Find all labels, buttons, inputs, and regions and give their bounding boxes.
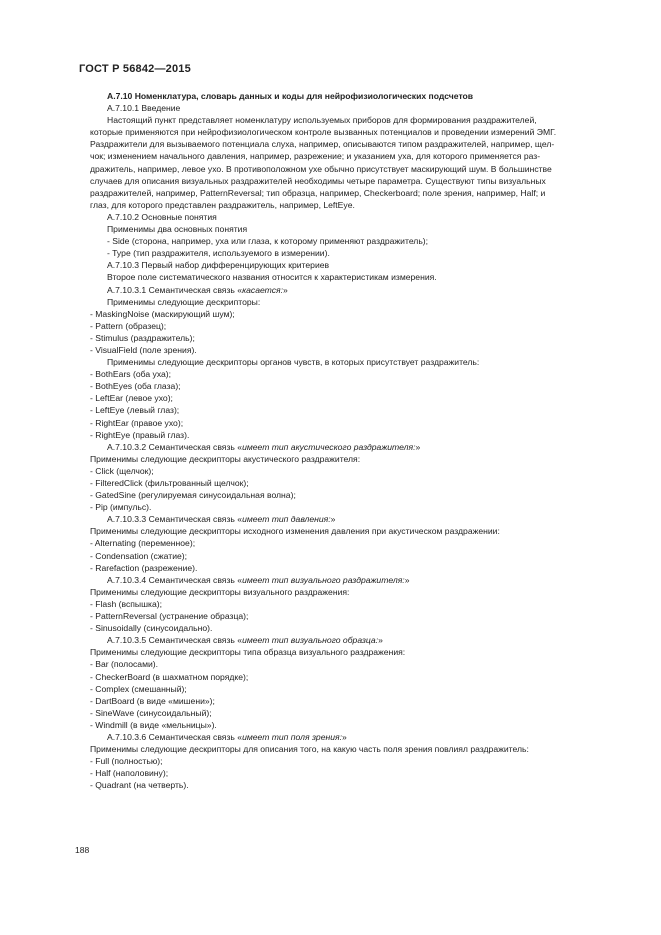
list-item: - LeftEye (левый глаз); — [90, 405, 180, 416]
list-item: - CheckerBoard (в шахматном порядке); — [90, 671, 249, 682]
list-item: - Windmill (в виде «мельницы»). — [90, 719, 217, 730]
list-item: - MaskingNoise (маскирующий шум); — [90, 308, 235, 319]
list-item: - Type (тип раздражителя, используемого в измерении). — [107, 248, 330, 259]
list-item: - RightEye (правый глаз). — [90, 429, 190, 440]
section-title: А.7.10 Номенклатура, словарь данных и коды для нейрофизиологических подсчетов — [107, 91, 474, 101]
text-line: чок; изменением начального давления, например, разрежение; и указанием уха, для которого применяется раз- — [90, 151, 541, 162]
descriptor-intro: Применимы следующие дескрипторы акустического раздражителя: — [90, 453, 361, 464]
list-item: - PatternReversal (устранение образца); — [90, 611, 249, 622]
relation-prefix: А.7.10.3.5 Семантическая связь « — [107, 635, 243, 646]
page-header: ГОСТ Р 56842—2015 — [79, 63, 191, 75]
relation-label: имеет тип визуального раздражителя: — [242, 574, 405, 585]
text-line: Раздражители для вызываемого потенциала слуха, например, описываются типом раздражителей, например, щел- — [90, 139, 555, 150]
list-item: - Quadrant (на четверть). — [90, 780, 189, 791]
intro-heading: А.7.10.1 Введение — [107, 103, 181, 114]
relation-heading — [90, 441, 610, 453]
descriptor-intro: Применимы следующие дескрипторы визуального раздражения: — [90, 586, 350, 597]
relation-suffix: » — [330, 514, 336, 525]
list-item: - GatedSine (регулируемая синусоидальная волна); — [90, 490, 296, 501]
list-item: - Condensation (сжатие); — [90, 550, 188, 561]
list-item: - SineWave (синусоидальный); — [90, 707, 212, 718]
relation-suffix: » — [378, 635, 383, 646]
relation-heading — [90, 284, 610, 296]
list-item: - Alternating (переменное); — [90, 538, 196, 549]
intro-paragraph — [90, 114, 610, 211]
list-item: - Flash (вспышка); — [90, 598, 162, 609]
relation-label: касается: — [242, 284, 283, 295]
relation-heading — [90, 513, 610, 525]
relation-label: имеет тип акустического раздражителя: — [242, 441, 416, 452]
relation-label: имеет тип поля зрения: — [242, 731, 342, 742]
descriptor-intro: Применимы следующие дескрипторы: — [107, 296, 261, 307]
text-line: дражитель, например, левое ухо. В противоположном ухе обычно присутствует маскирующий шум. В большинстве — [90, 163, 552, 174]
list-item: - Bar (полосами). — [90, 659, 159, 670]
relation-suffix: » — [404, 574, 410, 585]
text-line: Настоящий пункт представляет номенклатуру используемых приборов для формирования раздражителей, — [107, 115, 537, 126]
text-line: случаев для описания визуальных раздражителей необходимы четыре параметра. Существуют типы визуальных — [90, 175, 546, 186]
list-item: - Sinusoidally (синусоидально). — [90, 623, 213, 634]
list-item: - Full (полностью); — [90, 756, 163, 767]
descriptor-intro: Применимы следующие дескрипторы типа образца визуального раздражения: — [90, 647, 406, 658]
list-item: - BothEyes (оба глаза); — [90, 381, 181, 392]
concepts-intro: Применимы два основных понятия — [107, 224, 248, 235]
relation-heading — [90, 634, 610, 646]
descriptor-intro: Применимы следующие дескрипторы для описания того, на какую часть поля зрения повлиял раздражитель: — [90, 744, 529, 755]
list-item: - Stimulus (раздражитель); — [90, 332, 195, 343]
list-item: - Pip (импульс). — [90, 502, 152, 513]
document-body — [90, 90, 610, 791]
relation-suffix: » — [283, 284, 288, 295]
list-item: - RightEar (правое ухо); — [90, 417, 184, 428]
list-item: - LeftEar (левое ухо); — [90, 393, 173, 404]
list-item: - BothEars (оба уха); — [90, 369, 172, 380]
descriptor-intro: Применимы следующие дескрипторы исходного изменения давления при акустическом раздражении: — [90, 526, 500, 537]
list-item: - Half (наполовину); — [90, 768, 169, 779]
text-line: которые применяются при нейрофизиологическом контроле вызванных потенциалов и проведении измерений ЭМГ. — [90, 127, 557, 138]
relation-label: имеет тип визуального образца: — [242, 635, 379, 646]
criteria-heading: А.7.10.3 Первый набор дифференцирующих критериев — [107, 260, 330, 271]
relation-prefix: А.7.10.3.4 Семантическая связь « — [107, 574, 243, 585]
relation-prefix: А.7.10.3.2 Семантическая связь « — [107, 441, 243, 452]
relation-prefix: А.7.10.3.1 Семантическая связь « — [107, 284, 243, 295]
text-line: раздражителей, например, PatternReversal; тип образца, например, Checkerboard; поле зрения, например, Half; и — [90, 187, 546, 198]
relation-heading — [90, 574, 610, 586]
relation-suffix: » — [415, 441, 421, 452]
relation-prefix: А.7.10.3.6 Семантическая связь « — [107, 731, 243, 742]
list-item: - Complex (смешанный); — [90, 683, 187, 694]
list-item: - DartBoard (в виде «мишени»); — [90, 695, 215, 706]
relation-prefix: А.7.10.3.3 Семантическая связь « — [107, 514, 243, 525]
relation-heading — [90, 731, 610, 743]
list-item: - VisualField (поле зрения). — [90, 344, 197, 355]
relation-label: имеет тип давления: — [242, 514, 331, 525]
list-item: - Side (сторона, например, уха или глаза, к которому применяют раздражитель); — [107, 236, 429, 247]
list-item: - Rarefaction (разрежение). — [90, 562, 198, 573]
list-item: - Pattern (образец); — [90, 320, 167, 331]
descriptor-intro: Применимы следующие дескрипторы органов чувств, в которых присутствует раздражитель: — [107, 357, 480, 368]
relation-suffix: » — [341, 731, 347, 742]
concepts-heading: А.7.10.2 Основные понятия — [107, 211, 217, 222]
text-line: глаз, для которого представлен раздражитель, например, LeftEye. — [90, 199, 355, 210]
criteria-paragraph: Второе поле систематического названия относится к характеристикам измерения. — [107, 272, 437, 283]
list-item: - FilteredClick (фильтрованный щелчок); — [90, 478, 249, 488]
page-number: 188 — [75, 845, 90, 855]
list-item: - Click (щелчок); — [90, 465, 154, 476]
